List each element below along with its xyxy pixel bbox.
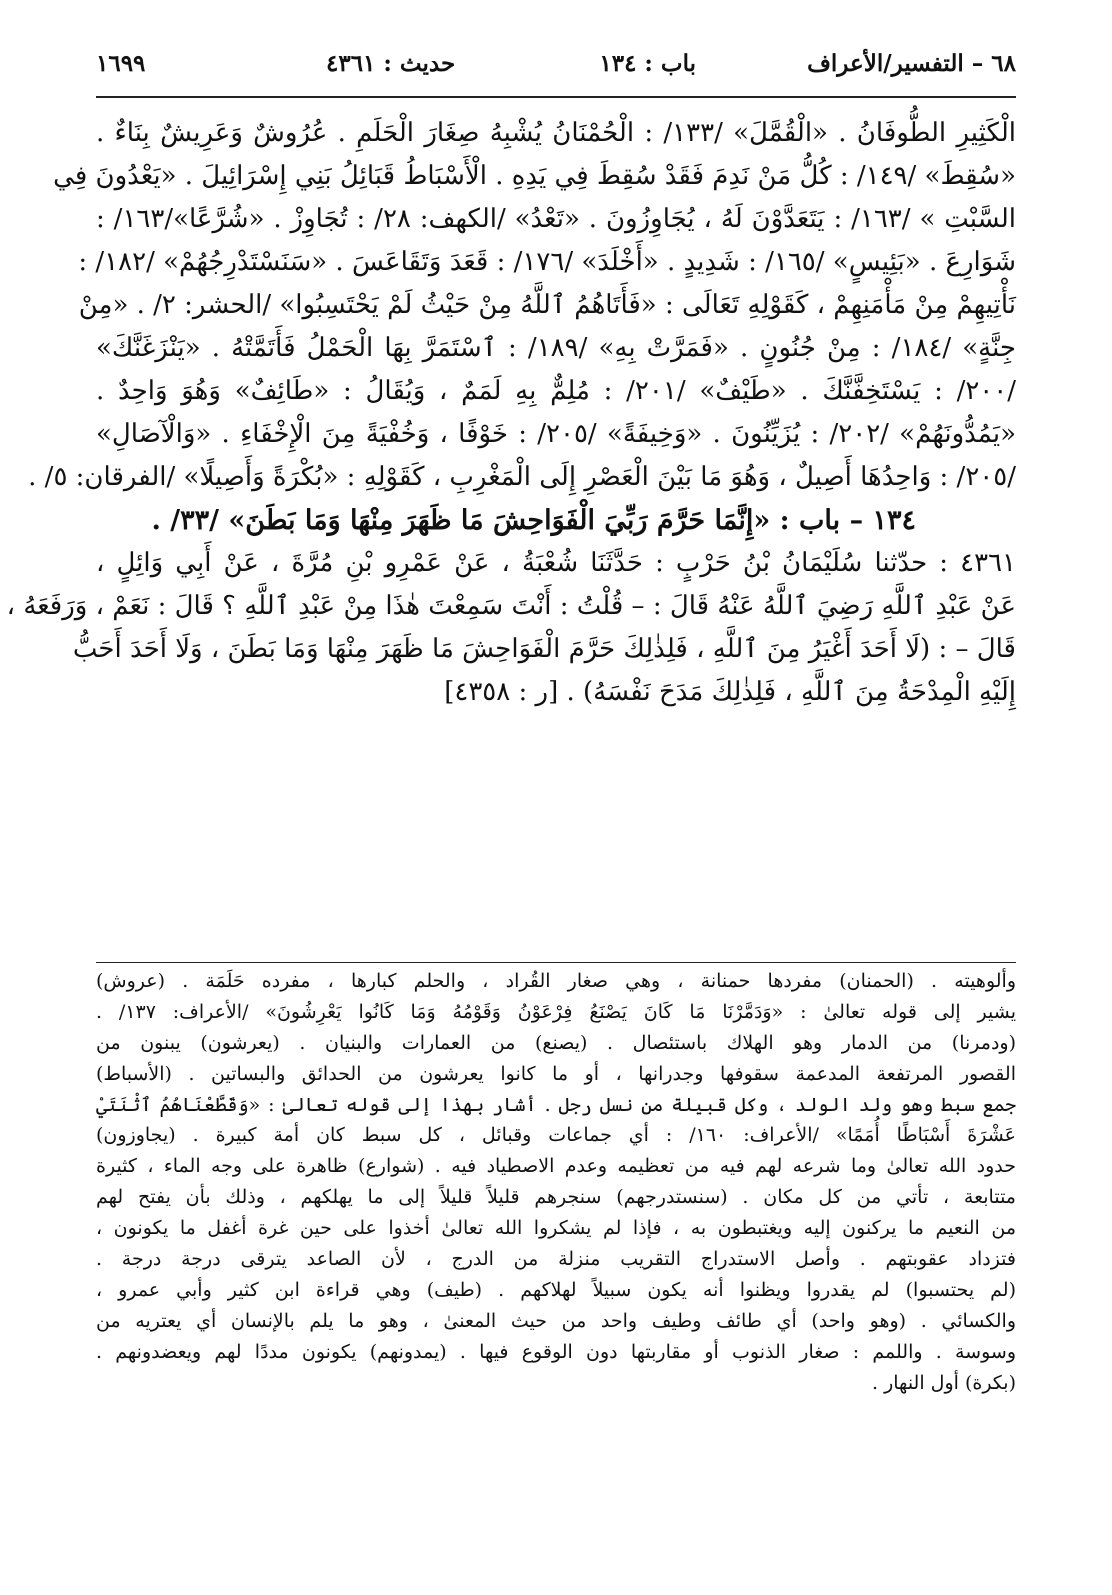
hadith-number: حديث : ٤٣٦١ (326, 50, 456, 77)
page-number: ١٦٩٩ (96, 50, 146, 77)
text-line: «سُقِطَ» /١٤٩/ : كُلُّ مَنْ نَدِمَ فَقَدْ سُقِطَ فِي يَدِهِ . الْأَسْبَاطُ قَبَائِلُ بَنِي إِسْرَائِيلَ . «يَعْدُونَ فِي (53, 161, 1016, 191)
text-line: «يَمُدُّونَهُمْ» /٢٠٢/ : يُزَيِّنُونَ . «وَخِيفَةً» /٢٠٥/ : خَوْفًا ، وَخُفْيَةً مِنَ الْإِخْفَاءِ . «وَالْآصَالِ» (96, 419, 1016, 449)
footnote-line: (ودمرنا) من الدمار وهو الهلاك باستئصال . (يصنع) من العمارات والبنيان . (يعرشون) يبنون من (96, 1031, 1016, 1054)
hadith-line: إِلَيْهِ الْمِدْحَةُ مِنَ ٱللَّهِ ، فَلِذٰلِكَ مَدَحَ نَفْسَهُ) . [ر : ٤٣٥٨] (444, 677, 1016, 707)
running-header (96, 44, 1016, 88)
text-line: نَأْتِيهِمْ مِنْ مَأْمَنِهِمْ ، كَقَوْلِهِ تَعَالَى : «فَأَتَاهُمُ ٱللَّهُ مِنْ حَيْثُ لَمْ يَحْتَسِبُوا» /الحشر: ٢/ . «مِنْ (78, 290, 1016, 320)
footnote-line: من النعيم ما يركنون إليه ويغتبطون به ، فإذا لم يشكروا الله تعالىٰ أخذوا على حين غرة أغفل ما يكونون ، (96, 1217, 1016, 1240)
footnote-line: جمع سبط وهو ولد الولد ، وكل قبيلة من نسل رجل . أشار بهذا إلى قوله تعالىٰ : «وَقَطَّعْنَاهُمُ ٱثْنَتَيْ (96, 1093, 1016, 1116)
bab-heading: ١٣٤ – باب : «إِنَّمَا حَرَّمَ رَبِّيَ الْفَوَاحِشَ مَا ظَهَرَ مِنْهَا وَمَا بَطَنَ» /٣٣/ . (151, 505, 916, 536)
footnote-line: القصور المرتفعة المدعمة سقوفها وجدرانها ، أو ما كانوا يعرشون من الحدائق والبساتين . (الأسباط) (96, 1062, 1016, 1085)
footnote-line: متتابعة ، تأتي من كل مكان . (سنستدرجهم) سنجرهم قليلاً قليلاً إلى ما يهلكهم ، وذلك بأن يفتح لهم (96, 1186, 1016, 1209)
footnotes-divider (96, 962, 1016, 963)
footnotes (96, 966, 1016, 1398)
text-line: جِنَّةٍ» /١٨٤/ : مِنْ جُنُونٍ . «فَمَرَّتْ بِهِ» /١٨٩/ : ٱسْتَمَرَّ بِهَا الْحَمْلُ فَأَتَمَّتْهُ . «يَنْزَغَنَّكَ» (96, 333, 1016, 363)
text-line: الْكَثِيرِ الطُّوفَانُ . «الْقُمَّلَ» /١٣٣/ : الْحُمْنَانُ يُشْبِهُ صِغَارَ الْحَلَمِ . عُرُوشٌ وَعَرِيشٌ بِنَاءٌ . (96, 118, 1016, 148)
text-line: /٢٠٥/ : وَاحِدُهَا أَصِيلٌ ، وَهُوَ مَا بَيْنَ الْعَصْرِ إِلَى الْمَغْرِبِ ، كَقَوْلِهِ : «بُكْرَةً وَأَصِيلًا» /الفرقان: ٥/ . (28, 462, 1016, 492)
hadith-line: عَنْ عَبْدِ ٱللَّهِ رَضِيَ ٱللَّهُ عَنْهُ قَالَ : – قُلْتُ : أَنْتَ سَمِعْتَ هٰذَا مِنْ عَبْدِ ٱللَّهِ ؟ قَالَ : نَعَمْ ، وَرَفَعَهُ ، (6, 591, 1016, 621)
footnote-line: (لم يحتسبوا) لم يقدروا ويظنوا أنه يكون سبيلاً لهلاكهم . (طيف) وهي قراءة ابن كثير وأبي عمرو ، (96, 1278, 1016, 1301)
hadith-line: ٤٣٦١ : حدّثنا سُلَيْمَانُ بْنُ حَرْبٍ : حَدَّثَنَا شُعْبَةُ ، عَنْ عَمْرِو بْنِ مُرَّةَ ، عَنْ أَبِي وَائِلٍ ، (96, 548, 1016, 578)
text-line: /٢٠٠/ : يَسْتَخِفَّنَّكَ . «طَيْفٌ» /٢٠١/ : مُلِمٌّ بِهِ لَمَمٌ ، وَيُقَالُ : «طَائِفٌ» وَهُوَ وَاحِدٌ . (96, 376, 1016, 406)
footnote-line: والكسائي . (وهو واحد) أي طائف وطيف واحد من حيث المعنىٰ ، وهو ما يلم بالإنسان أي يعتريه من (96, 1309, 1016, 1332)
footnote-line: عَشْرَةَ أَسْبَاطًا أُمَمًا» /الأعراف: ١٦٠/ : أي جماعات وقبائل ، كل سبط كان أمة كبيرة . (يجاوزون) (96, 1124, 1016, 1147)
text-line: شَوَارِعَ . «بَئِيسٍ» /١٦٥/ : شَدِيدٍ . «أَخْلَدَ» /١٧٦/ : قَعَدَ وَتَقَاعَسَ . «سَنَسْتَدْرِجُهُمْ» /١٨٢/ : (78, 247, 1016, 277)
main-text (6, 112, 1016, 714)
footnote-line: وسوسة . واللمم : صغار الذنوب أو مقاربتها دون الوقوع فيها . (يمدونهم) يكونون مددًا لهم ويعضدونهم . (96, 1340, 1016, 1363)
footnote-line: وألوهيته . (الحمنان) مفردها حمنانة ، وهي صغار القُراد ، والحلم كبارها ، مفرده حَلَمَة . (عروش) (96, 970, 1016, 992)
chapter-title: ٦٨ – التفسير/الأعراف (807, 50, 1016, 77)
text-line: السَّبْتِ » /١٦٣/ : يَتَعَدَّوْنَ لَهُ ، يُجَاوِزُونَ . «تَعْدُ» /الكهف: ٢٨/ : تُجَاوِزْ . «شُرَّعًا»/١٦٣/ : (96, 204, 1016, 234)
footnote-line: (بكرة) أول النهار . (872, 1371, 1016, 1394)
footnote-line: يشير إلى قوله تعالىٰ : «وَدَمَّرْنَا مَا كَانَ يَصْنَعُ فِرْعَوْنُ وَقَوْمُهُ وَمَا كَانُوا يَعْرِشُونَ» /الأعراف: ١٣٧/ . (96, 1000, 1016, 1023)
header-divider (96, 96, 1016, 98)
footnote-line: فتزداد عقوبتهم . وأصل الاستدراج التقريب منزلة من الدرج ، لأن الصاعد يترقى درجة درجة . (96, 1248, 1016, 1271)
bab-number: باب : ١٣٤ (599, 50, 696, 77)
hadith-line: قَالَ – : (لَا أَحَدَ أَغْيَرُ مِنَ ٱللَّهِ ، فَلِذٰلِكَ حَرَّمَ الْفَوَاحِشَ مَا ظَهَرَ مِنْهَا وَمَا بَطَنَ ، وَلَا أَحَدَ أَحَبُّ (72, 634, 1016, 664)
footnote-line: حدود الله تعالىٰ وما شرعه لهم فيه من تعظيمه وعدم الاصطياد فيه . (شوارع) ظاهرة على وجه الماء ، كثيرة (96, 1155, 1016, 1178)
